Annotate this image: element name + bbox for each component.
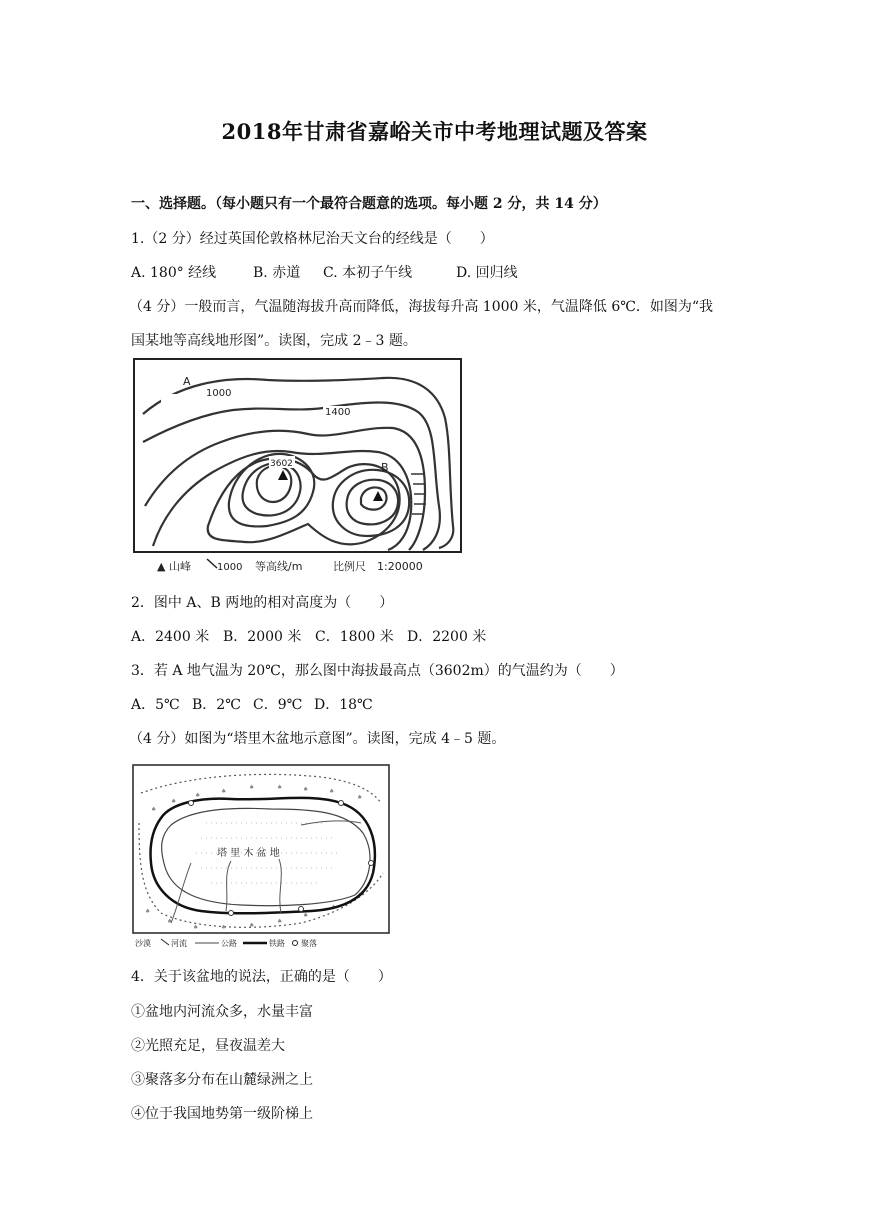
- option-a: A. 180° 经线: [131, 265, 217, 281]
- option-b: B. 赤道: [253, 265, 301, 281]
- question-3-options: [131, 694, 373, 714]
- legend-peak: ▲ 山峰: [157, 560, 191, 573]
- svg-text:♠: ♠: [249, 922, 255, 929]
- svg-text:♠: ♠: [151, 806, 157, 813]
- legend-contour-sample: 1000: [217, 562, 243, 573]
- svg-text:♠: ♠: [249, 784, 255, 791]
- option-a: A．2400 米: [131, 629, 210, 645]
- question-2-stem: 2．图中 A、B 两地的相对高度为（ ）: [131, 595, 394, 611]
- question-4-item-2: ②光照充足，昼夜温差大: [131, 1038, 285, 1054]
- svg-text:♠: ♠: [171, 798, 177, 805]
- legend-scale: 比例尺 1:20000: [333, 560, 423, 573]
- question-4-stem: 4．关于该盆地的说法，正确的是（ ）: [131, 969, 392, 985]
- svg-text:♠: ♠: [277, 784, 283, 791]
- legend-contour: 等高线/m: [255, 560, 303, 573]
- settlement-icon: [369, 861, 374, 866]
- option-b: B．2000 米: [223, 629, 302, 645]
- settlement-icon: [189, 801, 194, 806]
- option-b: B．2℃: [192, 697, 241, 713]
- option-c: C. 本初子午线: [323, 265, 413, 281]
- svg-text:♠: ♠: [193, 924, 199, 931]
- svg-text:♠: ♠: [145, 908, 151, 915]
- settlement-legend-icon: [293, 941, 298, 946]
- question-4-item-3: ③聚落多分布在山麓绿洲之上: [131, 1072, 313, 1088]
- intro-2-3-line2: 国某地等高线地形图”。读图，完成 2﹣3 题。: [131, 333, 417, 349]
- svg-text:♠: ♠: [167, 918, 173, 925]
- contour-label-1400: 1400: [325, 407, 351, 418]
- peak-elevation-label: 3602: [270, 459, 293, 469]
- option-d: D. 回归线: [456, 265, 518, 281]
- legend-desert: 沙漠: [135, 939, 151, 948]
- option-d: D．18℃: [314, 697, 373, 713]
- settlement-icon: [229, 911, 234, 916]
- svg-text:♠: ♠: [277, 918, 283, 925]
- svg-text:♠: ♠: [221, 924, 227, 931]
- contour-label-1000: 1000: [206, 388, 232, 399]
- question-4-item-1: ①盆地内河流众多，水量丰富: [131, 1004, 313, 1020]
- option-a: A．5℃: [131, 697, 180, 713]
- legend-settlement: 聚落: [301, 939, 317, 948]
- section-heading: 一、选择题。（每小题只有一个最符合题意的选项。每小题 2 分，共 14 分）: [131, 196, 607, 212]
- svg-text:♠: ♠: [357, 794, 363, 801]
- river-legend-icon: [161, 939, 169, 945]
- legend-river: 河流: [171, 939, 187, 948]
- intro-4-5: （4 分）如图为“塔里木盆地示意图”。读图，完成 4﹣5 题。: [129, 731, 506, 747]
- svg-text:♠: ♠: [357, 892, 363, 899]
- page-title: 2018年甘肃省嘉峪关市中考地理试题及答案: [221, 119, 648, 144]
- settlement-icon: [339, 801, 344, 806]
- svg-text:♠: ♠: [331, 904, 337, 911]
- contour-map-figure: [133, 356, 463, 578]
- label-b: B: [381, 461, 389, 474]
- svg-text:♠: ♠: [303, 786, 309, 793]
- question-3-stem: 3．若 A 地气温为 20℃，那么图中海拔最高点（3602m）的气温约为（ ）: [131, 663, 624, 679]
- contour-legend-icon: [207, 559, 217, 568]
- option-c: C．9℃: [253, 697, 303, 713]
- option-c: C．1800 米: [315, 629, 394, 645]
- svg-text:♠: ♠: [303, 912, 309, 919]
- settlement-icon: [299, 907, 304, 912]
- tarim-basin-figure: [131, 763, 393, 951]
- legend-railway: 铁路: [269, 939, 285, 948]
- svg-text:♠: ♠: [221, 788, 227, 795]
- legend-road: 公路: [221, 939, 237, 948]
- question-1-options: [131, 262, 518, 282]
- question-2-options: [131, 626, 486, 646]
- question-1-stem: 1.（2 分）经过英国伦敦格林尼治天文台的经线是（ ）: [131, 231, 494, 247]
- intro-2-3-line1: （4 分）一般而言，气温随海拔升高而降低，海拔每升高 1000 米，气温降低 6℃．如图为“我: [129, 299, 714, 315]
- basin-label: 塔 里 木 盆 地: [217, 848, 280, 859]
- svg-text:♠: ♠: [329, 788, 335, 795]
- question-4-item-4: ④位于我国地势第一级阶梯上: [131, 1106, 313, 1122]
- label-a: A: [183, 375, 191, 388]
- option-d: D．2200 米: [407, 629, 487, 645]
- svg-text:♠: ♠: [195, 792, 201, 799]
